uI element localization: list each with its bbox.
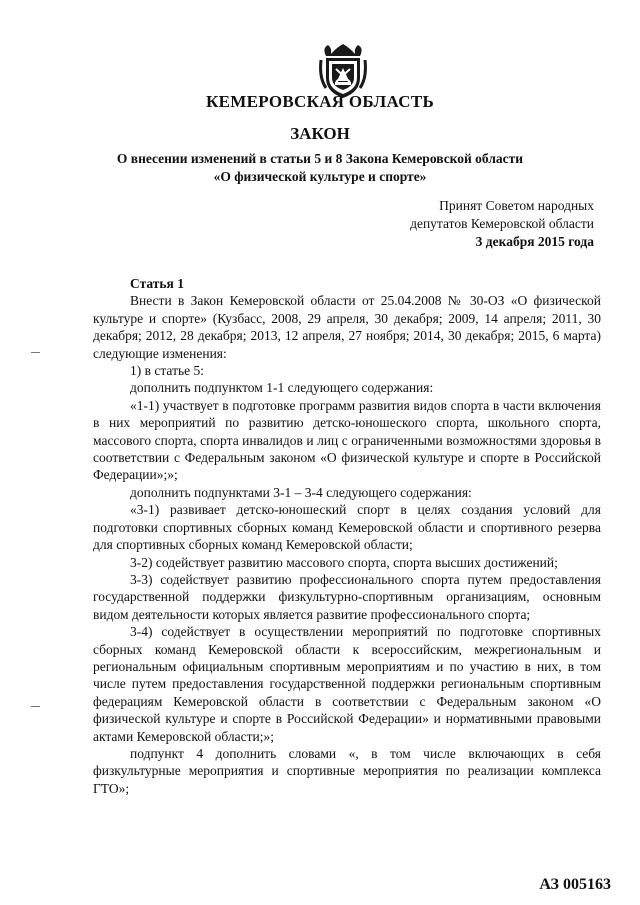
adoption-line: Принят Советом народных [439,198,594,213]
body-paragraph: 3-3) содействует развитию профессионального спорта путем предоставления государственной поддержки физкультурно-спортивным организациям, основным видом деятельности которых является развитие профессионального спорта; [93,571,601,622]
body-paragraph: 3-2) содействует развитию массового спорта, спорта высших достижений; [130,554,558,570]
subject-line: О внесении изменений в статьи 5 и 8 Закона Кемеровской области [116,151,524,166]
document-type-title: ЗАКОН [290,124,350,143]
body-paragraph: дополнить подпунктами 3-1 – 3-4 следующего содержания: [130,484,472,500]
adoption-line: депутатов Кемеровской области [410,216,594,231]
body-paragraph: Внести в Закон Кемеровской области от 25.04.2008 № 30-ОЗ «О физической культуре и спорте» (Кузбасс, 2008, 29 апреля, 30 декабря; 2009, 14 апреля; 2011, 30 декабря; 2012, 28 декабря; 2013, 12 апреля, 27 ноября; 2014, 30 декабря; 2015, 6 марта) следующие изменения: [93,293,601,361]
region-title: КЕМЕРОВСКАЯ ОБЛАСТЬ [206,92,434,111]
adoption-date: 3 декабря 2015 года [475,234,594,249]
law-body [93,275,601,797]
subject-line: «О физической культуре и спорте» [213,169,427,184]
law-subject [0,150,640,186]
body-paragraph: дополнить подпунктом 1-1 следующего содержания: [130,380,434,396]
body-paragraph: 1) в статье 5: [130,363,204,379]
adoption-info [410,197,594,251]
document-serial-number: АЗ 005163 [539,876,611,893]
body-paragraph: «1-1) участвует в подготовке программ развития видов спорта в части включения в них мероприятий по развитию детско-юношеского спорта, школьного спорта, массового спорта, спорта инвалидов и лиц с ограниченными возможностями здоровья в соответствии с Федеральным законом «О физической культуре и спорте в Российской Федерации»;»; [93,397,601,483]
margin-mark [31,706,40,707]
margin-mark [31,352,40,353]
body-paragraph: «3-1) развивает детско-юношеский спорт в целях создания условий для подготовки спортивных сборных команд Кемеровской области и спортивного резерва для спортивных сборных команд Кемеровской области; [93,502,601,553]
article-heading: Статья 1 [130,276,184,291]
body-paragraph: 3-4) содействует в осуществлении мероприятий по подготовке спортивных сборных команд Кемеровской области к всероссийским, межрегиональным и региональным официальным спортивным мероприятиям и по участию в них, в том числе путем предоставления государственной поддержки региональным спортивным федерациям Кемеровской области в соответствии с Федеральным законом «О физической культуре и спорте в Российской Федерации» и нормативными правовыми актами Кемеровской области;»; [93,624,601,744]
body-paragraph: подпункт 4 дополнить словами «, в том числе включающих в себя физкультурные мероприятия и спортивные мероприятия по реализации комплекса ГТО»; [93,745,601,796]
